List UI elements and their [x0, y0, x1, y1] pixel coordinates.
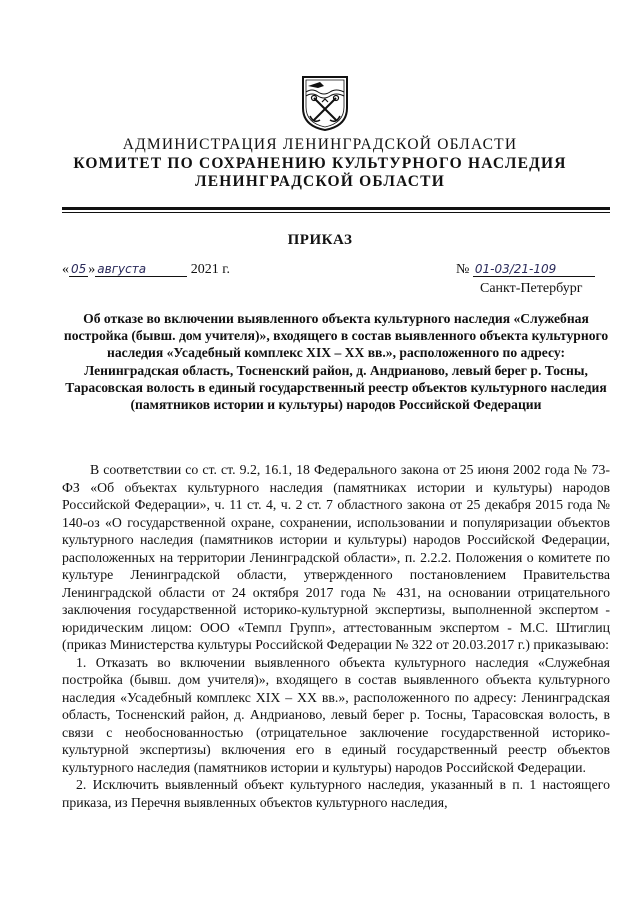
date-open-quote: « [62, 262, 69, 277]
org-name-line1: АДМИНИСТРАЦИЯ ЛЕНИНГРАДСКОЙ ОБЛАСТИ [122, 136, 518, 153]
org-name-line2: КОМИТЕТ ПО СОХРАНЕНИЮ КУЛЬТУРНОГО НАСЛЕДИЯ [73, 155, 567, 172]
document-number [456, 262, 595, 278]
header-divider-thick [62, 207, 610, 210]
document-type: ПРИКАЗ [287, 232, 353, 248]
document-body [62, 461, 610, 811]
header-divider-thin [62, 212, 610, 213]
date-day: 05 [71, 262, 87, 276]
document-date [62, 262, 230, 278]
date-close-quote: » [88, 262, 96, 277]
preamble-paragraph: В соответствии со ст. ст. 9.2, 16.1, 18 Федерального закона от 25 июня 2002 года № 73-ФЗ «Об объектах культурного наследия (памятниках истории и культуры) народов Российской Федерации», ч. 11 ст. 4, ч. 2 ст. 7 областного закона от 25 декабря 2015 года № 140-оз «О государственной охране, сохранении, использовании и популяризации объектов культурного наследия (памятников истории и культуры) народов Российской Федерации, расположенных на территории Ленинградской области», п. 2.2.2. Положения о комитете по культуре Ленинградской области, утвержденного постановлением Правительства Ленинградской области от 24 октября 2017 года № 431, на основании отрицательного заключения государственной историко-культурной экспертизы, выполненной экспертом - юридическим лицом: ООО «Темпл Групп», аттестованным экспертом - М.С. Штиглиц (приказ Министерства культуры Российской Федерации № 322 от 20.03.2017 г.) приказываю: [62, 462, 610, 652]
document-city: Санкт-Петербург [480, 281, 583, 296]
date-month: августа [95, 262, 187, 277]
org-name-line3: ЛЕНИНГРАДСКОЙ ОБЛАСТИ [195, 173, 445, 190]
item-2-paragraph: 2. Исключить выявленный объект культурного наследия, указанный в п. 1 настоящего приказа, из Перечня выявленных объектов культурного наследия, [62, 777, 610, 810]
item-1-paragraph: 1. Отказать во включении выявленного объекта культурного наследия «Служебная постройка (бывш. дом учителя)», входящего в состав выявленного объекта культурного наследия «Усадебный комплекс XIX – XX вв.», расположенного по адресу: Ленинградская область, Тосненский район, д. Андрианово, левый берег р. Тосны, Тарасовская волость, в связи с необоснованностью (отрицательное заключение государственной историко-культурной экспертизы) включения его в единый государственный реестр объектов культурного наследия (памятников истории и культуры) народов Российской Федерации. [62, 654, 610, 775]
document-title: Об отказе во включении выявленного объекта культурного наследия «Служебная постройка (бывш. дом учителя)», входящего в состав выявленного объекта культурного наследия «Усадебный комплекс XIX – XX вв.», расположенного по адресу: Ленинградская область, Тосненский район, д. Андрианово, левый берег р. Тосны, Тарасовская волость в единый государственный реестр объектов культурного наследия (памятников истории и культуры) народов Российской Федерации [63, 311, 609, 413]
coat-of-arms-icon [300, 72, 350, 132]
date-year: 2021 г. [190, 262, 230, 277]
number-prefix: № [456, 262, 470, 277]
number-value: 01-03/21-109 [473, 262, 595, 277]
